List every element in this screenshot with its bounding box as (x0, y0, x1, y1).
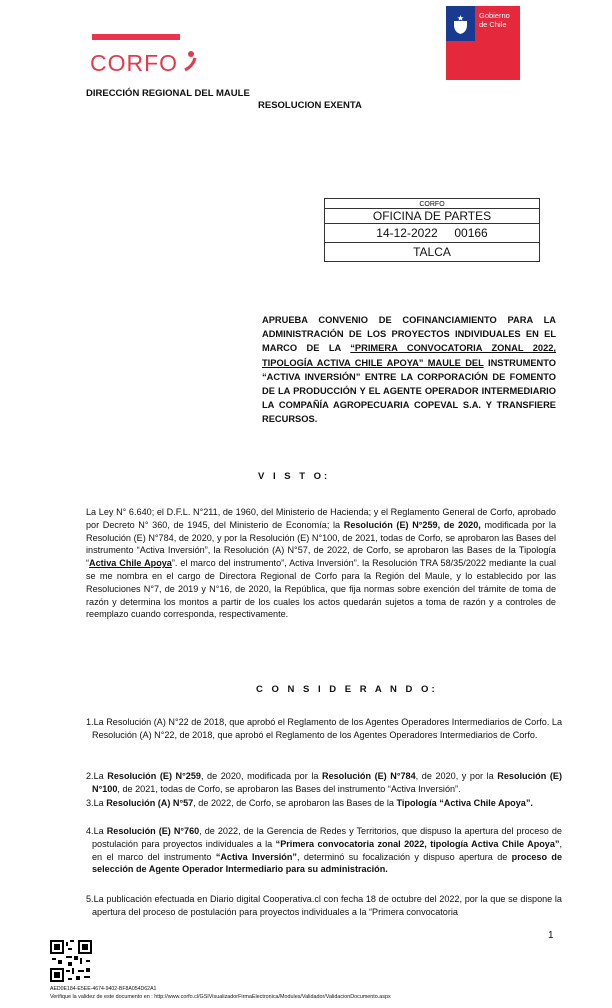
resolution-title (262, 313, 556, 427)
visto-text-2: modificada por la Resolución (E) N°784, de 2020, y por la Resolución (E) N°100, de 2021, todas de Corfo, se aprobaron las Bases del instrumento “Activa Inversión”, la Resolución (A) N°57, de 2022, de Corfo, se aprobaron las Bases de la Tipología “ (86, 519, 556, 569)
stamp-date: 14-12-2022 (376, 226, 438, 240)
i4-bold-4: proceso de selección de Agente Operador Intermediario para su administración. (92, 851, 562, 875)
i4-bold-2: “Primera convocatoria zonal 2022, tipología Activa Chile Apoya” (275, 838, 560, 849)
visto-bold-1: Resolución (E) N°259, de 2020, (343, 519, 481, 530)
visto-bold-2: Activa Chile Apoya (89, 558, 172, 569)
visto-text-1: La Ley N° 6.640; el D.F.L. N°211, de 1960, del Ministerio de Hacienda; y el Reglamento General de Corfo, aprobado por Decreto N° 360, de 1945, del Ministerio de Economía; la (86, 507, 556, 530)
document-hash: AED0E184-E5EE-4674-9402-BF8A054D62A1 (50, 986, 157, 992)
visto-heading: V I S T O: (258, 471, 331, 482)
gob-logo-line1: Gobierno (479, 11, 510, 20)
visto-paragraph (86, 506, 556, 621)
stamp-org: CORFO (419, 201, 445, 208)
i4-text: 4.La (86, 826, 107, 836)
i4-bold-1: Resolución (E) N°760 (106, 826, 200, 836)
corfo-logo (90, 50, 197, 77)
corfo-logo-bar (92, 34, 180, 40)
i2-text-4: , de 2021, todas de Corfo, se aprobaron las Bases del instrumento “Activa Inversión”. (117, 783, 461, 794)
title-part2: INSTRUMENTO “ACTIVA INVERSIÓN” ENTRE LA CORPORACIÓN DE FOMENTO DE LA PRODUCCIÓN Y EL AGENTE OPERADOR INTERMEDIARIO LA COMPAÑÍA AGROPECUARIA COPEVAL S.A. Y TRANSFIERE RECURSOS. (262, 357, 556, 425)
stamp-city: TALCA (325, 242, 539, 261)
stamp-number: 00166 (454, 226, 488, 240)
resolucion-tipo: RESOLUCION EXENTA (258, 100, 362, 111)
title-underlined: “PRIMERA CONVOCATORIA ZONAL 2022, TIPOLOGÍA ACTIVA CHILE APOYA” MAULE DEL (262, 343, 556, 368)
title-part1: APRUEBA CONVENIO DE COFINANCIAMIENTO PARA LA ADMINISTRACIÓN DE LOS PROYECTOS INDIVIDUALES EN EL MARCO DE LA (262, 315, 556, 354)
chile-coat-of-arms-icon (452, 12, 469, 35)
oficina-partes-stamp (324, 198, 540, 262)
considerando-item-2 (86, 770, 562, 796)
i2-bold-2: Resolución (E) N°784 (322, 771, 416, 781)
considerando-item-4 (86, 825, 562, 876)
i2-text-3: , de 2020, y por la (415, 771, 498, 781)
qr-code-icon (50, 940, 92, 982)
stamp-date-number (325, 223, 539, 242)
considerando-item-5: 5.La publicación efectuada en Diario digital Cooperativa.cl con fecha 18 de octubre del 2022, por la que se dispone la apertura del proceso de postulación para proyectos individuales a la “Primera convocatoria (86, 894, 562, 917)
i3-bold-2: Tipología “Activa Chile Apoya”. (396, 798, 533, 808)
i3-text: 3.La (86, 798, 107, 808)
i4-bold-3: “Activa Inversión” (215, 851, 297, 862)
gob-logo-line2: de Chile (479, 20, 507, 29)
stamp-office: OFICINA DE PARTES (325, 208, 539, 223)
direccion-regional: DIRECCIÓN REGIONAL DEL MAULE (86, 88, 250, 99)
page-number: 1 (548, 930, 554, 941)
visto-text-3: ”. el marco del instrumento”, Activa Inversión”. la Resolución TRA 58/35/2022 mediante la cual se me nombra en el cargo de Directora Regional de Corfo para la Región del Maule, y lo establecido por las Resoluciones N°7, de 2019 y N°16, de 2020, la República, que fija normas sobre exención del trámite de toma de razón y determina los montos a partir de los cuales los actos quedarán sujetos a toma de razón y a controles de reemplazo cuando corresponda, respectivamente. (86, 558, 556, 620)
i4-text-2: , de 2022, de la Gerencia de Redes y Territorios, que dispuso la apertura del proceso de postulación para proyectos individuales a la (92, 826, 562, 849)
verification-link[interactable]: Verifique la validez de este documento en : http://www.corfo.cl/GSIVisualizadorFirmaElectronica/Modules/Validador/ValidacionDocumento.aspx (50, 994, 391, 1000)
i2-text-2: , de 2020, modificada por la (200, 771, 322, 781)
i2-bold-1: Resolución (E) N°259 (107, 771, 201, 781)
considerando-item-3 (86, 797, 562, 810)
i3-bold-1: Resolución (A) N°57 (106, 798, 194, 808)
i3-text-2: , de 2022, de Corfo, se aprobaron las Bases de la (193, 798, 397, 808)
i2-bold-3: Resolución (E) N°100 (92, 771, 562, 794)
i4-text-3: , en el marco del instrumento (92, 838, 562, 862)
i2-text: 2.La (86, 771, 108, 781)
i4-text-4: , determinó su focalización y dispuso apertura de (296, 851, 512, 862)
considerando-item-1: 1.La Resolución (A) N°22 de 2018, que aprobó el Reglamento de los Agentes Operadores Intermediarios de Corfo. La Resolución (A) N°22, de 2018, que aprobó el Reglamento de los Agentes Operadores Intermediarios de Corfo. (86, 717, 562, 740)
gobierno-de-chile-logo (446, 6, 520, 80)
considerando-heading: C O N S I D E R A N D O: (256, 684, 438, 695)
corfo-logo-mark-icon (183, 50, 197, 72)
corfo-logo-text: CORFO (90, 50, 179, 76)
